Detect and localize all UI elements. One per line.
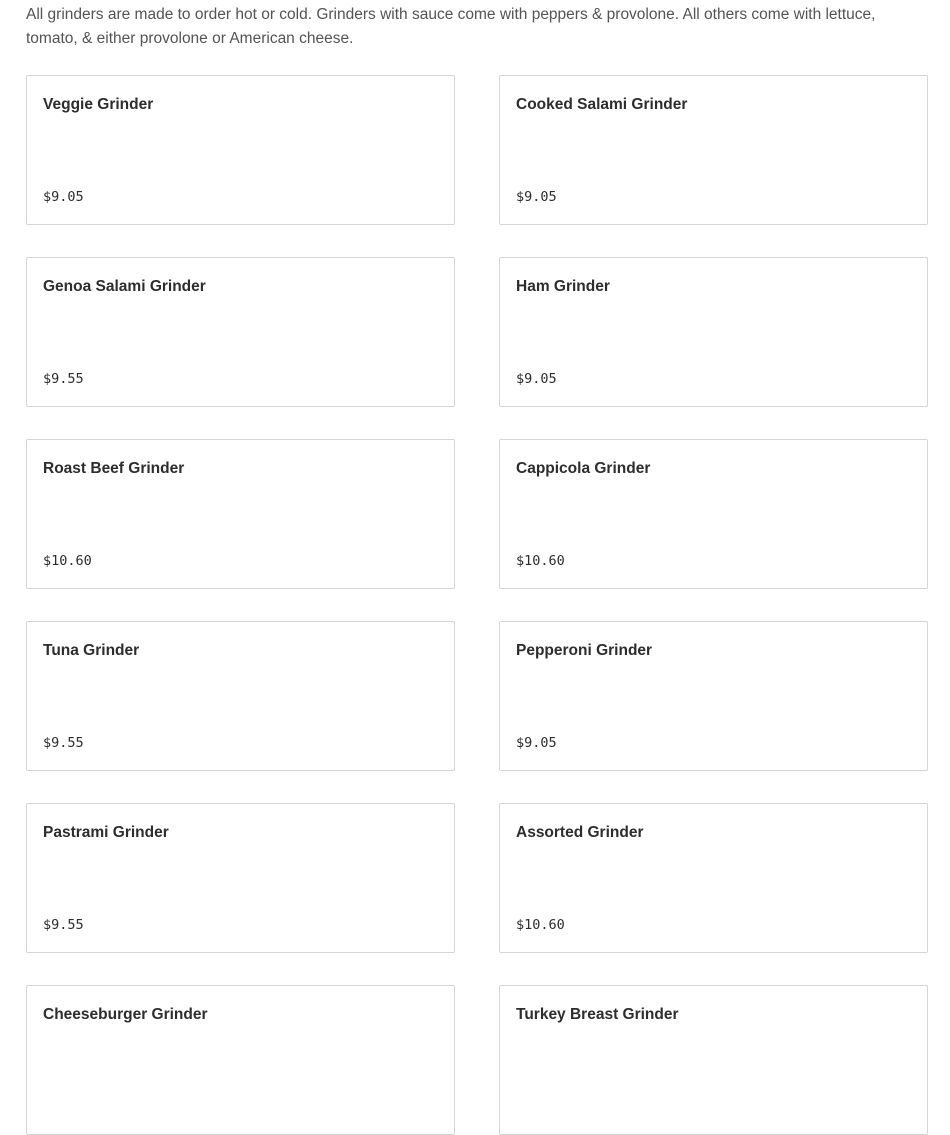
menu-item-card[interactable] <box>499 257 928 407</box>
section-description: All grinders are made to order hot or cold. Grinders with sauce come with peppers & provolone. All others come with lettuce, tomato, & either provolone or American cheese. <box>26 6 876 47</box>
menu-item-card[interactable] <box>26 75 455 225</box>
menu-item-card[interactable] <box>499 803 928 953</box>
menu-item-price: $9.55 <box>43 371 84 387</box>
menu-item-name: Assorted Grinder <box>516 824 644 841</box>
menu-item-card[interactable] <box>499 439 928 589</box>
menu-item-price: $9.05 <box>516 735 557 751</box>
menu-item-card[interactable] <box>499 75 928 225</box>
menu-item-name: Cooked Salami Grinder <box>516 96 688 113</box>
menu-item-name: Roast Beef Grinder <box>43 460 185 477</box>
menu-item-price: $9.55 <box>43 735 84 751</box>
menu-item-name: Cheeseburger Grinder <box>43 1006 208 1023</box>
menu-item-name: Genoa Salami Grinder <box>43 278 206 295</box>
menu-item-card[interactable] <box>499 985 928 1135</box>
menu-item-card[interactable] <box>26 803 455 953</box>
menu-item-card[interactable] <box>26 621 455 771</box>
menu-item-price: $9.05 <box>516 371 557 387</box>
menu-item-price: $9.05 <box>516 189 557 205</box>
menu-item-price: $9.05 <box>43 189 84 205</box>
menu-item-card[interactable] <box>499 621 928 771</box>
menu-item-price: $10.60 <box>516 553 565 569</box>
menu-item-name: Pastrami Grinder <box>43 824 169 841</box>
menu-item-card[interactable] <box>26 257 455 407</box>
menu-item-name: Tuna Grinder <box>43 642 140 659</box>
menu-item-name: Veggie Grinder <box>43 96 154 113</box>
menu-item-name: Turkey Breast Grinder <box>516 1006 679 1023</box>
menu-item-price: $10.60 <box>516 917 565 933</box>
menu-item-name: Pepperoni Grinder <box>516 642 653 659</box>
menu-item-name: Ham Grinder <box>516 278 610 295</box>
menu-item-price: $10.60 <box>43 553 92 569</box>
menu-item-card[interactable] <box>26 439 455 589</box>
menu-item-price: $9.55 <box>43 917 84 933</box>
menu-item-grid <box>26 75 928 1135</box>
menu-item-card[interactable] <box>26 985 455 1135</box>
menu-item-name: Cappicola Grinder <box>516 460 651 477</box>
